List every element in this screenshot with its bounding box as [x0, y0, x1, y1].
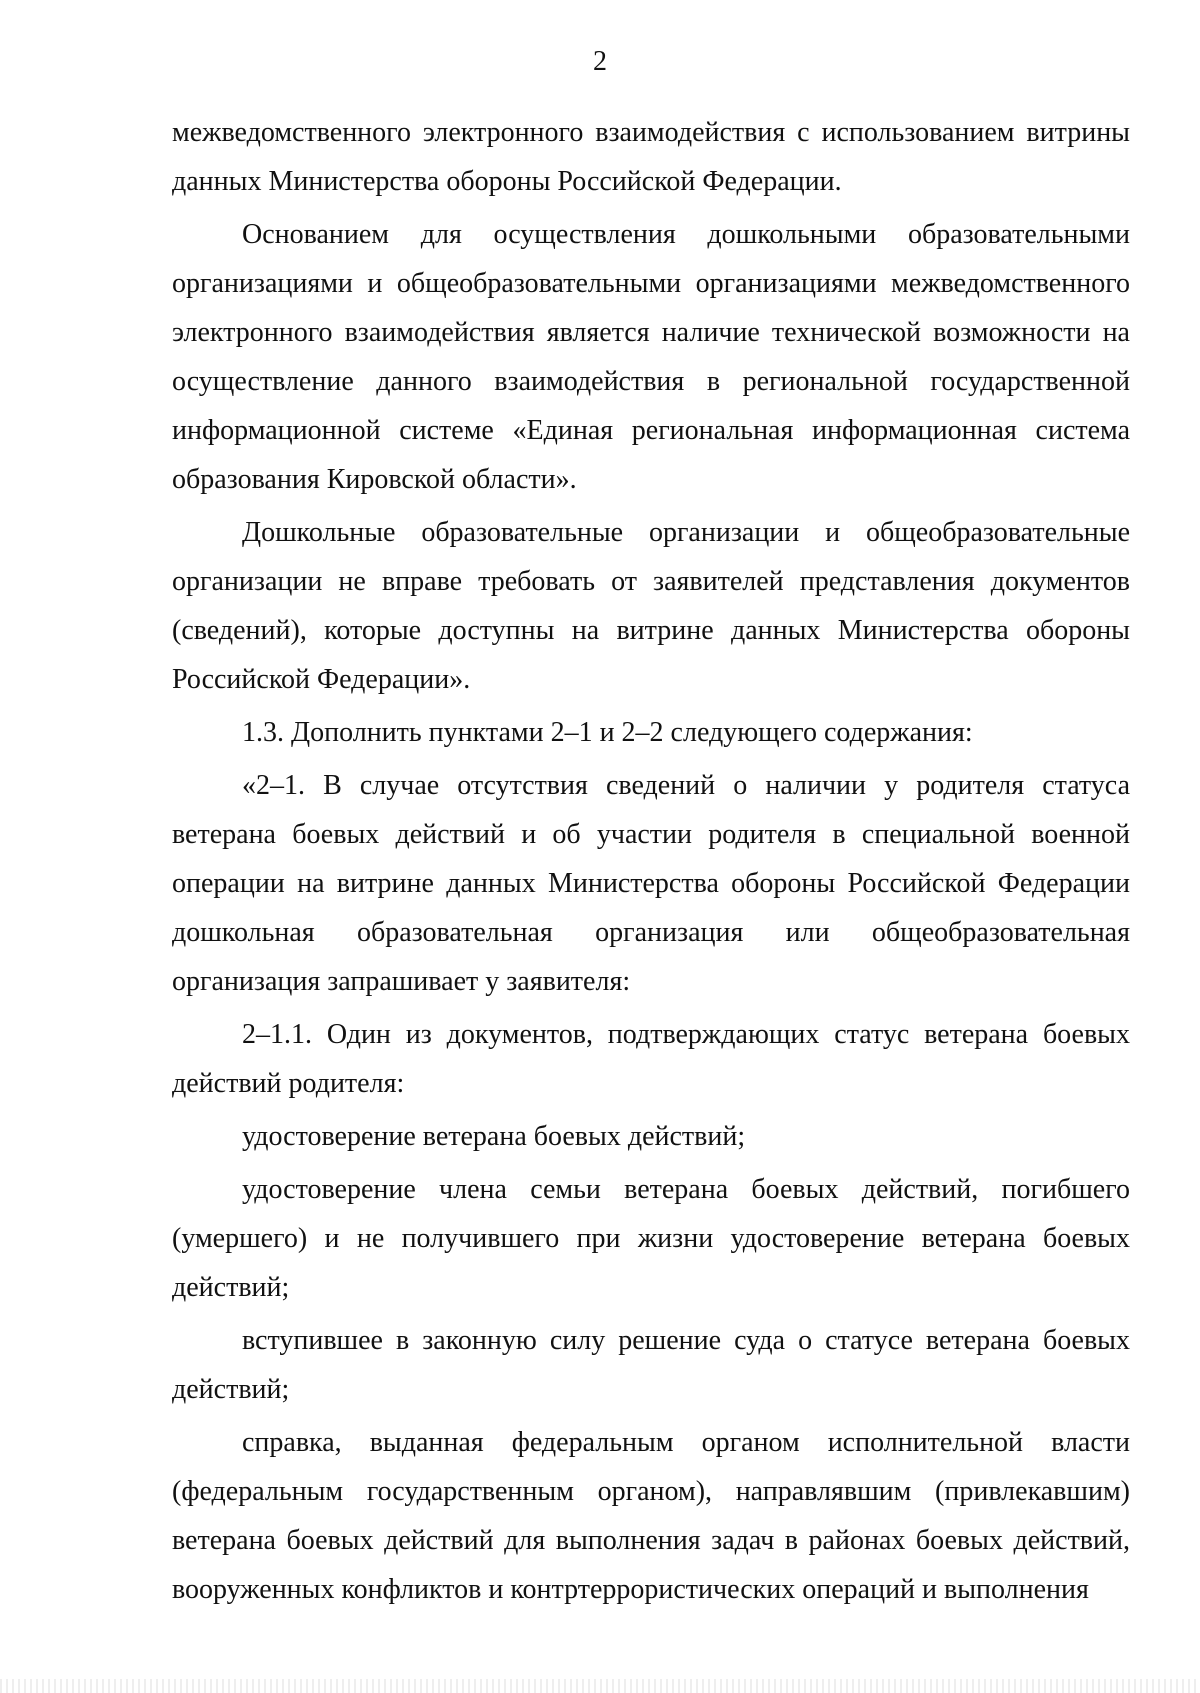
page-number: 2 — [593, 46, 607, 77]
scan-edge-artifact — [0, 1679, 1200, 1693]
paragraph-list-item: удостоверение ветерана боевых действий; — [242, 1121, 746, 1152]
paragraph-clause-2-1: «2–1. В случае отсутствия сведений о наличии у родителя статуса ветерана боевых действий и об участии родителя в специальной военной операции на витрине данных Министерства обороны Российской Федерации дошкольная образовательная организация или общеобразовательная организация запрашивает у заявителя: — [172, 770, 1130, 997]
paragraph-clause-2-1-1: 2–1.1. Один из документов, подтверждающих статус ветерана боевых действий родителя: — [172, 1019, 1130, 1099]
document-body — [172, 108, 1130, 1618]
paragraph-clause-1-3: 1.3. Дополнить пунктами 2–1 и 2–2 следующего содержания: — [242, 717, 973, 748]
paragraph-continuation: межведомственного электронного взаимодействия с использованием витрины данных Министерства обороны Российской Федерации. — [172, 117, 1130, 197]
paragraph-no-demand: Дошкольные образовательные организации и общеобразовательные организации не вправе требовать от заявителей представления документов (сведений), которые доступны на витрине данных Министерства обороны Российской Федерации». — [172, 517, 1130, 695]
paragraph-list-item: вступившее в законную силу решение суда о статусе ветерана боевых действий; — [172, 1325, 1130, 1405]
paragraph-list-item: удостоверение члена семьи ветерана боевых действий, погибшего (умершего) и не получившего при жизни удостоверение ветерана боевых действий; — [172, 1174, 1130, 1303]
paragraph-basis: Основанием для осуществления дошкольными образовательными организациями и общеобразовательными организациями межведомственного электронного взаимодействия является наличие технической возможности на осуществление данного взаимодействия в региональной государственной информационной системе «Единая региональная информационная система образования Кировской области». — [172, 219, 1130, 495]
paragraph-list-item: справка, выданная федеральным органом исполнительной власти (федеральным государственным органом), направлявшим (привлекавшим) ветерана боевых действий для выполнения задач в районах боевых действий, вооруженных конфликтов и контртеррористических операций и выполнения — [172, 1427, 1130, 1605]
